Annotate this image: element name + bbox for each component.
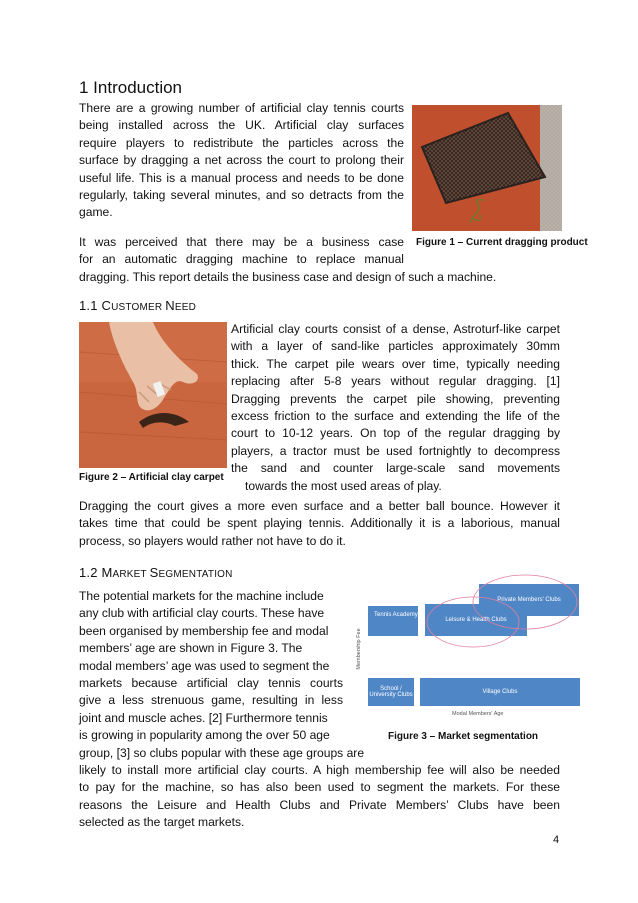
segment-school-university: School / University Clubs <box>368 678 414 706</box>
market-paragraph-2 <box>79 762 560 832</box>
market2-line: reasons the Leisure and Health Clubs and Private Members’ Clubs have been <box>79 797 560 812</box>
figure2-image <box>79 322 227 468</box>
diagram-ylabel: Membership Fee <box>356 628 362 670</box>
segment-village: Village Clubs <box>420 678 580 706</box>
customer2-line: Dragging the court gives a more even surface and a better ball bounce. However it <box>79 499 560 513</box>
figure1-caption: Figure 1 – Current dragging product <box>416 237 588 248</box>
intro-line: There are a growing number of artificial clay tennis courts <box>79 101 404 115</box>
market-line: is growing in popularity among the over 50 age <box>79 728 330 743</box>
market2-line: to pay for the machine, so has also been used to segment the markets. For these <box>79 780 560 795</box>
heading-cap: N <box>165 298 175 313</box>
heading-smallcaps: ARKET <box>112 569 150 580</box>
page-number: 4 <box>553 834 560 846</box>
customer-need-paragraph <box>231 321 560 495</box>
customer-line: players, a tractor must be used fortnightly to decompress <box>231 443 560 458</box>
figure2-caption: Figure 2 – Artificial clay carpet <box>79 472 224 483</box>
heading-cap: C <box>101 298 112 313</box>
customer-line: the sand and counter large-scale sand movements <box>231 461 560 476</box>
customer-line: court to 10-12 years. On top of the regular dragging by <box>231 426 560 441</box>
figure3-diagram <box>352 574 582 722</box>
figure1-image <box>412 105 562 231</box>
customer-line: excess friction to the surface and extending the life of the <box>231 408 560 423</box>
market-line: members’ age are shown in Figure 3. The <box>79 641 303 656</box>
market-paragraph <box>79 588 365 762</box>
market-line: markets because artificial clay tennis courts <box>79 675 343 690</box>
market-line: give a less strenuous game, resulting in less <box>79 693 343 708</box>
intro-line: useful life. This is a manual process and needs to be done <box>79 170 404 185</box>
heading-cap: M <box>101 565 113 580</box>
intro-line: being installed across the UK. Artificial clay surfaces <box>79 118 404 133</box>
dragging-net-photo <box>412 105 562 231</box>
clay-carpet-photo <box>79 322 227 468</box>
intro-line: require players to redistribute the particles across the <box>79 135 404 150</box>
customer2-line: takes time that could be spent playing tennis. Additionally it is a laborious, manual <box>79 516 560 531</box>
market2-line: selected as the target markets. <box>79 815 245 830</box>
market-line: modal members’ age was used to segment the <box>79 658 330 673</box>
heading-smallcaps: USTOMER <box>111 302 166 313</box>
intro2-line: for an automatic dragging machine to replace manual <box>79 252 404 267</box>
heading-number: 1.1 <box>79 298 102 313</box>
section-heading-introduction: 1 Introduction <box>79 78 183 97</box>
market2-line: likely to install more artificial clay courts. A high membership fee will also be needed <box>79 763 560 777</box>
customer-line: thick. The carpet pile wears over time, typically needing <box>231 356 560 371</box>
heading-smallcaps: EED <box>174 302 197 313</box>
diagram-xlabel: Modal Members' Age <box>452 711 504 717</box>
intro-line: surface by dragging a net across the court to prolong their <box>79 153 404 168</box>
market-line: The potential markets for the machine include <box>79 589 324 603</box>
figure3-caption: Figure 3 – Market segmentation <box>388 731 539 742</box>
customer-need-paragraph-2 <box>79 498 560 550</box>
segment-tennis-academy: Tennis Academy <box>368 606 418 636</box>
intro2-line: It was perceived that there may be a business case <box>79 235 404 249</box>
heading-smallcaps: EGMENTATION <box>158 569 233 580</box>
customer2-line: process, so players would rather not have to do it. <box>79 533 346 548</box>
market-line: been organised by membership fee and modal <box>79 623 329 638</box>
customer-line: replacing after 5-8 years without regular dragging. [1] <box>231 374 560 389</box>
customer-line: Dragging prevents the carpet pile showing, preventing <box>231 391 560 406</box>
market-line: group, [3] so clubs popular with these age groups are <box>79 745 365 760</box>
heading-number: 1.2 <box>79 565 102 580</box>
intro-line: game. <box>79 205 113 220</box>
intro-line: regularly, taking several minutes, and so detracts from the <box>79 187 404 202</box>
customer-line: towards the most used areas of play. <box>245 478 442 493</box>
intro-paragraph <box>79 100 404 222</box>
customer-line: with a layer of sand-like particles approximately 30mm <box>231 339 560 354</box>
segment-leisure-health: Leisure & Health Clubs <box>425 604 527 636</box>
section-heading-customer-need <box>79 298 196 313</box>
target-circles <box>352 574 582 722</box>
market-line: any club with artificial clay courts. These have <box>79 606 325 621</box>
heading-cap: S <box>149 565 159 580</box>
market-line: joint and muscle aches. [2] Furthermore tennis <box>79 710 328 725</box>
intro2-line: dragging. This report details the business case and design of such a machine. <box>79 269 497 284</box>
customer-line: Artificial clay courts consist of a dense, Astroturf-like carpet <box>231 322 560 336</box>
segment-private-members: Private Members' Clubs <box>479 584 579 616</box>
section-heading-market-segmentation <box>79 565 233 580</box>
